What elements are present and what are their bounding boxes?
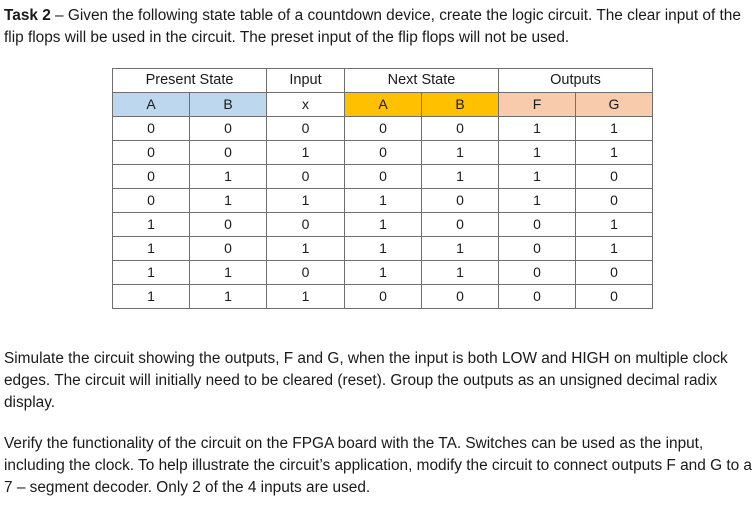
table-cell: 1 bbox=[499, 141, 576, 165]
table-cell: 0 bbox=[499, 213, 576, 237]
table-cell: 1 bbox=[113, 237, 190, 261]
table-row bbox=[113, 141, 653, 165]
table-row bbox=[113, 237, 653, 261]
table-cell: 0 bbox=[345, 285, 422, 309]
table-cell: 1 bbox=[499, 165, 576, 189]
table-cell: 0 bbox=[267, 213, 345, 237]
table-cell: 0 bbox=[190, 213, 267, 237]
table-row bbox=[113, 117, 653, 141]
group-header-row bbox=[113, 69, 653, 93]
table-cell: 1 bbox=[499, 117, 576, 141]
col-present-a: A bbox=[113, 93, 190, 117]
table-cell: 0 bbox=[190, 237, 267, 261]
col-present-b: B bbox=[190, 93, 267, 117]
table-row bbox=[113, 165, 653, 189]
table-row bbox=[113, 261, 653, 285]
table-cell: 0 bbox=[499, 237, 576, 261]
table-cell: 0 bbox=[499, 261, 576, 285]
table-cell: 1 bbox=[113, 261, 190, 285]
task-intro bbox=[4, 5, 750, 49]
table-cell: 1 bbox=[190, 261, 267, 285]
table-cell: 0 bbox=[190, 117, 267, 141]
outputs-header: Outputs bbox=[499, 69, 653, 93]
table-cell: 1 bbox=[190, 285, 267, 309]
table-cell: 0 bbox=[345, 165, 422, 189]
table-row bbox=[113, 189, 653, 213]
table-cell: 0 bbox=[576, 165, 653, 189]
task-label: Task 2 bbox=[4, 7, 51, 24]
table-cell: 1 bbox=[576, 237, 653, 261]
table-row bbox=[113, 213, 653, 237]
table-cell: 1 bbox=[576, 141, 653, 165]
table-cell: 1 bbox=[113, 213, 190, 237]
table-cell: 1 bbox=[576, 213, 653, 237]
table-cell: 1 bbox=[267, 237, 345, 261]
table-cell: 1 bbox=[422, 165, 499, 189]
table-cell: 1 bbox=[267, 189, 345, 213]
table-cell: 0 bbox=[267, 117, 345, 141]
next-state-header: Next State bbox=[345, 69, 499, 93]
table-cell: 0 bbox=[267, 261, 345, 285]
table-cell: 1 bbox=[190, 165, 267, 189]
table-cell: 1 bbox=[190, 189, 267, 213]
table-row bbox=[113, 285, 653, 309]
table-cell: 1 bbox=[345, 237, 422, 261]
simulate-paragraph: Simulate the circuit showing the outputs, F and G, when the input is both LOW and HIGH on multiple clock edges. The circuit will initially need to be cleared (reset). Group the outputs as an unsigned decimal radix display. bbox=[4, 350, 728, 411]
table-cell: 0 bbox=[422, 117, 499, 141]
table-cell: 1 bbox=[113, 285, 190, 309]
col-output-g: G bbox=[576, 93, 653, 117]
table-cell: 0 bbox=[113, 189, 190, 213]
verify-paragraph: Verify the functionality of the circuit on the FPGA board with the TA. Switches can be used as the input, including the clock. To help illustrate the circuit’s application, modify the circuit to connect outputs F and G to a 7 – segment decoder. Only 2 of the 4 inputs are used. bbox=[4, 435, 752, 496]
table-cell: 1 bbox=[422, 237, 499, 261]
table-cell: 0 bbox=[113, 165, 190, 189]
column-header-row bbox=[113, 93, 653, 117]
table-cell: 0 bbox=[499, 285, 576, 309]
present-state-header: Present State bbox=[113, 69, 267, 93]
table-cell: 1 bbox=[422, 141, 499, 165]
table-cell: 0 bbox=[422, 213, 499, 237]
table-cell: 1 bbox=[499, 189, 576, 213]
table-cell: 0 bbox=[190, 141, 267, 165]
table-cell: 1 bbox=[345, 189, 422, 213]
state-table bbox=[112, 68, 653, 309]
col-next-a: A bbox=[345, 93, 422, 117]
table-cell: 1 bbox=[422, 261, 499, 285]
table-cell: 0 bbox=[345, 117, 422, 141]
table-cell: 0 bbox=[113, 141, 190, 165]
col-input-x: x bbox=[267, 93, 345, 117]
table-cell: 0 bbox=[345, 141, 422, 165]
table-cell: 0 bbox=[422, 189, 499, 213]
table-cell: 1 bbox=[345, 261, 422, 285]
table-cell: 0 bbox=[422, 285, 499, 309]
col-output-f: F bbox=[499, 93, 576, 117]
table-cell: 1 bbox=[267, 141, 345, 165]
col-next-b: B bbox=[422, 93, 499, 117]
table-cell: 1 bbox=[576, 117, 653, 141]
state-table-body bbox=[113, 117, 653, 309]
table-cell: 0 bbox=[576, 285, 653, 309]
table-cell: 0 bbox=[576, 189, 653, 213]
table-cell: 0 bbox=[113, 117, 190, 141]
task-intro-text: – Given the following state table of a countdown device, create the logic circuit. The clear input of the flip flops will be used in the circuit. The preset input of the flip flops will not be used. bbox=[4, 7, 741, 46]
table-cell: 1 bbox=[345, 213, 422, 237]
table-cell: 0 bbox=[267, 165, 345, 189]
input-header: Input bbox=[267, 69, 345, 93]
table-cell: 1 bbox=[267, 285, 345, 309]
table-cell: 0 bbox=[576, 261, 653, 285]
